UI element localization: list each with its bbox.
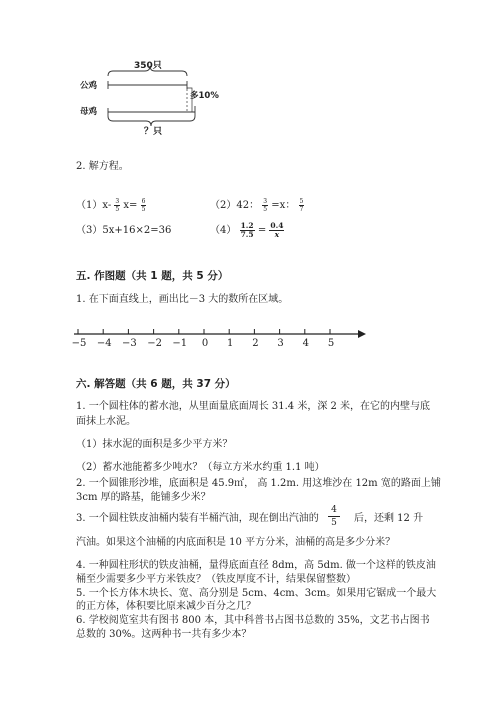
q6-line1: 6. 学校阅览室共有图书 800 本，其中科普书占图书总数的 35%，文艺书占图书 (76, 615, 430, 626)
eq4-mid: = (257, 225, 267, 236)
equation-2 (210, 198, 304, 213)
eq4-fb-num: 0.4 (270, 221, 284, 230)
q3-line1b: 后，还剩 12 升 (354, 513, 424, 524)
equation-4 (210, 222, 284, 239)
eq1-mid: x= (123, 200, 138, 211)
solve-title: 2. 解方程。 (76, 161, 129, 172)
eq1-fraction-a (114, 198, 120, 213)
equation-1 (76, 198, 146, 213)
q3-line1a: 3. 一个圆柱铁皮油桶内装有半桶汽油，现在倒出汽油的 (76, 513, 319, 524)
eq4-fb-den: x (274, 230, 280, 239)
number-line-label: 5 (327, 338, 335, 349)
eq2-fa-den: 5 (263, 206, 268, 213)
eq1-fa-den: 5 (115, 206, 120, 213)
number-line-label: 0 (201, 338, 209, 349)
eq2-fraction-a (262, 198, 268, 213)
number-line-ticks (78, 329, 330, 334)
q1-line2: 面抹上水泥。 (76, 416, 136, 427)
q3-frac-den: 5 (331, 518, 337, 528)
q3-fraction (328, 504, 340, 529)
number-line-label: −5 (71, 338, 87, 349)
number-line-label: 4 (302, 338, 309, 349)
section6-heading: 六. 解答题（共 6 题，共 37 分） (76, 378, 236, 390)
number-line-label: 1 (227, 338, 234, 349)
rooster-label: 公鸡 (80, 81, 98, 91)
eq2-mid: =x： (271, 200, 296, 211)
q5-line1: 5. 一个长方体木块长、宽、高分别是 5cm、4cm、3cm。如果用它锯成一个最大 (76, 588, 437, 599)
eq1-fa-num: 3 (115, 198, 120, 205)
number-line-label: 3 (277, 338, 284, 349)
q4-line2: 桶至少需要多少平方米铁皮？（铁皮厚度不计，结果保留整数） (76, 574, 356, 585)
q1-line1: 1. 一个圆柱体的蓄水池，从里面量底面周长 31.4 米，深 2 米，在它的内壁与底 (76, 401, 431, 412)
q3-line2: 汽油。如果这个油桶的内底面积是 10 平方分米，油桶的高是多少分米？ (76, 537, 396, 548)
eq1-fb-den: 5 (141, 206, 146, 213)
eq2-prefix: （2）42： (210, 200, 260, 211)
extra-label: 多10% (190, 91, 219, 101)
q6-line2: 总数的 30%。这两种书一共有多少本？ (76, 629, 252, 640)
q2-line2: 3cm 厚的路基，能铺多少米？ (76, 492, 211, 503)
bar-diagram (70, 58, 230, 138)
section5-heading: 五. 作图题（共 1 题，共 5 分） (76, 270, 229, 282)
q1-sub1: （1）抹水泥的面积是多少平方米？ (76, 439, 233, 450)
number-line-label: −3 (122, 338, 137, 349)
eq2-fb-num: 5 (299, 198, 304, 205)
eq1-fb-num: 6 (141, 198, 146, 205)
q4-line1: 4. 一种圆柱形状的铁皮油桶，量得底面直径 8dm，高 5dm. 做一个这样的铁皮油 (76, 560, 436, 571)
number-line-label: −2 (147, 338, 162, 349)
section5-q1: 1. 在下面直线上，画出比－3 大的数所在区域。 (76, 294, 289, 305)
unknown-label: ？只 (144, 127, 163, 137)
number-line-label: −4 (96, 338, 112, 349)
eq1-prefix: （1）x- (76, 200, 112, 211)
q3-frac-num: 4 (328, 504, 340, 517)
number-line-label: 2 (252, 338, 259, 349)
total-label: 350只 (134, 61, 162, 71)
eq4-fraction-a (240, 222, 255, 239)
eq1-fraction-b (141, 198, 147, 213)
eq4-fraction-b (269, 222, 284, 239)
eq2-fraction-b (299, 198, 305, 213)
hen-label: 母鸡 (80, 107, 98, 117)
eq4-fa-den: 7.5 (240, 230, 254, 239)
number-line (70, 326, 370, 358)
equation-3: （3）5x+16×2=36 (76, 225, 172, 236)
eq2-fa-num: 3 (263, 198, 268, 205)
eq4-fa-num: 1.2 (240, 221, 254, 230)
q1-sub2: （2）蓄水池能蓄多少吨水？（每立方米水约重 1.1 吨） (76, 462, 325, 473)
q5-line2: 的正方体，体积要比原来减少百分之几？ (76, 601, 256, 612)
q2-line1: 2. 一个圆锥形沙堆，底面积是 45.9㎡， 高 1.2m. 用这堆沙在 12m 宽的路面上铺 (76, 478, 441, 489)
eq4-prefix: （4） (210, 225, 237, 236)
eq2-fb-den: 7 (299, 206, 304, 213)
number-line-label: −1 (172, 338, 188, 349)
